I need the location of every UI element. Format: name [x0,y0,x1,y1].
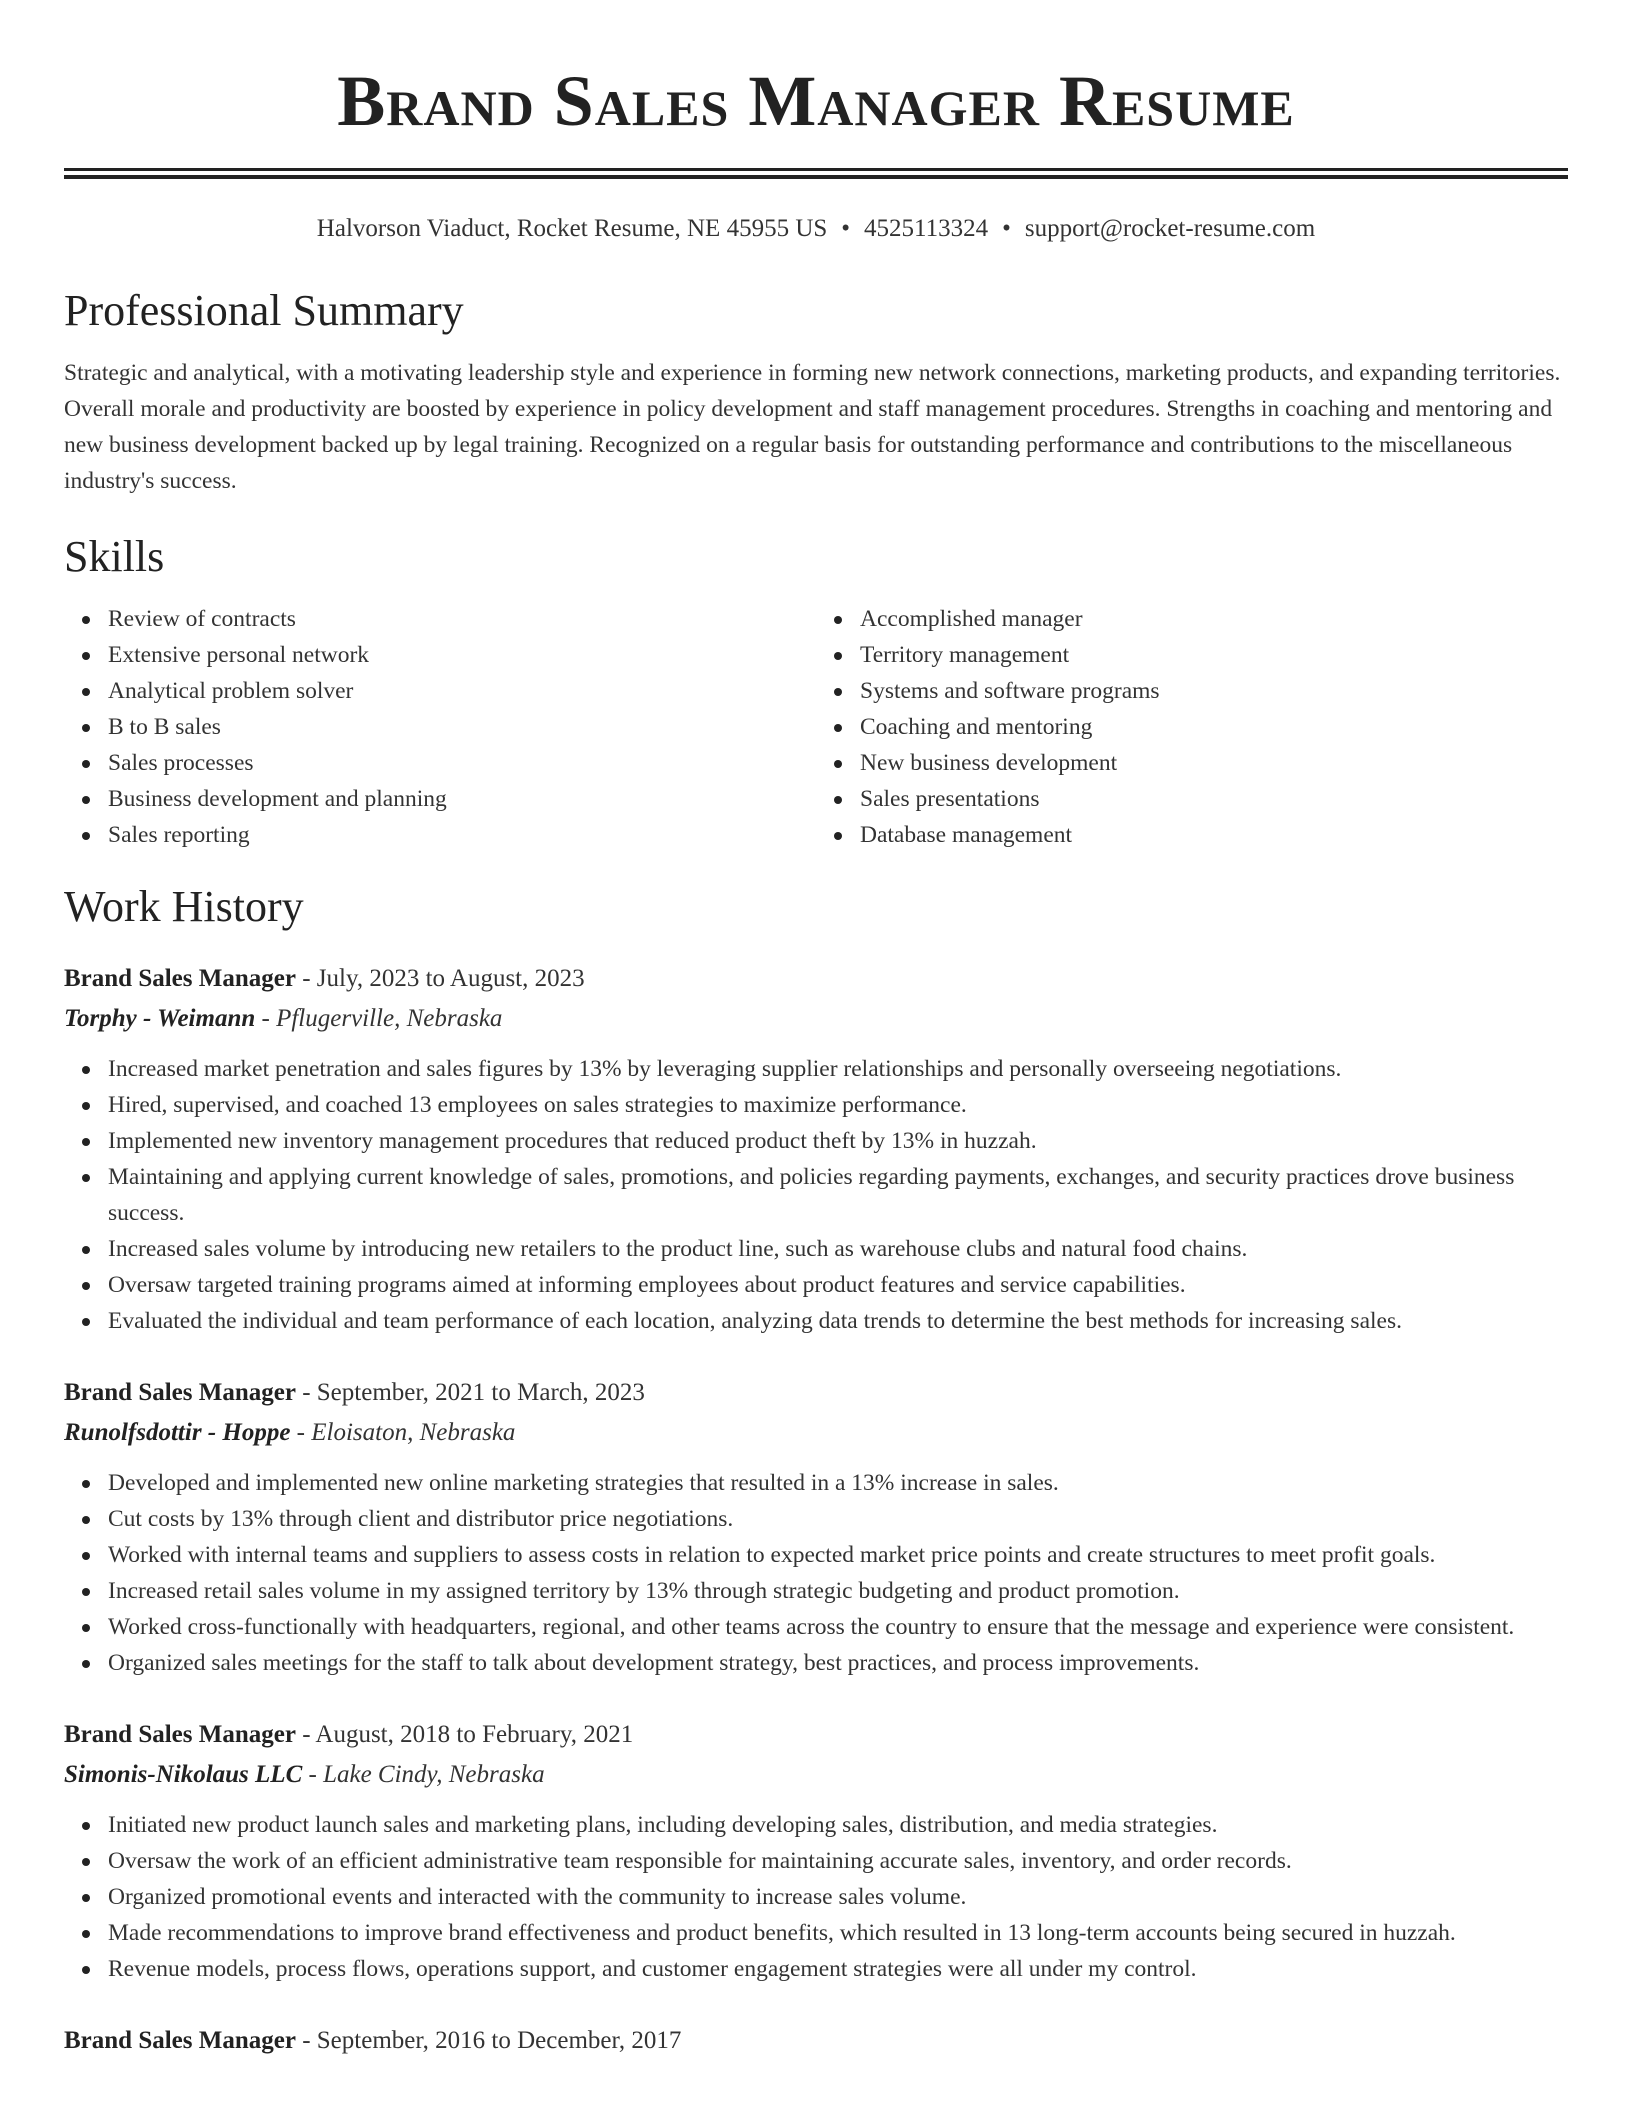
skill-item: Territory management [860,637,1568,673]
job-company: Torphy - Weimann [64,1005,256,1032]
job-bullets [64,1807,1568,1987]
job-bullet: Maintaining and applying current knowledge of sales, promotions, and policies regarding payments, exchanges, and security practices drove business success. [108,1159,1568,1231]
skill-item: Database management [860,817,1568,853]
job-role: Brand Sales Manager [64,1721,296,1748]
contact-separator: • [841,215,851,242]
job-company: Runolfsdottir - Hoppe [64,1419,291,1446]
job-role: Brand Sales Manager [64,2027,296,2054]
skill-item: New business development [860,745,1568,781]
contact-email[interactable]: support@rocket-resume.com [1024,215,1316,242]
contact-phone: 4525113324 [864,215,989,242]
work-history-heading: Work History [64,882,304,931]
job-dates: - September, 2016 to December, 2017 [295,2027,682,2054]
skills-columns [64,601,1568,853]
job-dates: - August, 2018 to February, 2021 [295,1721,634,1748]
job-role: Brand Sales Manager [64,965,296,992]
job-company-line [64,1413,1568,1453]
skill-item: Coaching and mentoring [860,709,1568,745]
job-entry [64,1373,1568,1681]
job-bullet: Increased sales volume by introducing new retailers to the product line, such as warehouse clubs and natural food chains. [108,1231,1568,1267]
job-bullet: Increased market penetration and sales figures by 13% by leveraging supplier relationships and personally overseeing negotiations. [108,1051,1568,1087]
job-bullet: Initiated new product launch sales and marketing plans, including developing sales, distribution, and media strategies. [108,1807,1568,1843]
job-header [64,2021,1568,2061]
job-role: Brand Sales Manager [64,1379,296,1406]
job-bullet: Organized promotional events and interacted with the community to increase sales volume. [108,1879,1568,1915]
skill-item: Sales processes [108,745,816,781]
contact-address: Halvorson Viaduct, Rocket Resume, NE 45955 US [316,215,828,242]
job-bullets [64,1051,1568,1339]
job-bullets [64,1465,1568,1681]
skill-item: Extensive personal network [108,637,816,673]
job-bullet: Implemented new inventory management procedures that reduced product theft by 13% in huzzah. [108,1123,1568,1159]
job-bullet: Developed and implemented new online marketing strategies that resulted in a 13% increase in sales. [108,1465,1568,1501]
summary-heading: Professional Summary [64,286,464,335]
skill-item: Analytical problem solver [108,673,816,709]
job-bullet: Worked with internal teams and suppliers to assess costs in relation to expected market price points and create structures to meet profit goals. [108,1537,1568,1573]
skills-list-left [64,601,816,853]
job-header [64,959,1568,999]
skill-item: Sales presentations [860,781,1568,817]
job-location: - Eloisaton, Nebraska [290,1419,516,1446]
title-divider [64,168,1568,179]
job-entry [64,1715,1568,1987]
skill-item: Review of contracts [108,601,816,637]
job-bullet: Revenue models, process flows, operations support, and customer engagement strategies were all under my control. [108,1951,1568,1987]
job-bullet: Evaluated the individual and team performance of each location, analyzing data trends to determine the best methods for increasing sales. [108,1303,1568,1339]
job-location: - Lake Cindy, Nebraska [302,1761,545,1788]
job-location: - Pflugerville, Nebraska [255,1005,503,1032]
job-bullet: Organized sales meetings for the staff to talk about development strategy, best practices, and process improvements. [108,1645,1568,1681]
summary-text: Strategic and analytical, with a motivating leadership style and experience in forming new network connections, marketing products, and expanding territories. Overall morale and productivity are boosted by experience in policy development and staff management procedures. Strengths in coaching and mentoring and new business development backed up by legal training. Recognized on a regular basis for outstanding performance and contributions to the miscellaneous industry's success. [64,360,1561,494]
job-bullet: Hired, supervised, and coached 13 employees on sales strategies to maximize performance. [108,1087,1568,1123]
job-company-line [64,999,1568,1039]
resume-title: Brand Sales Manager Resume [337,61,1295,141]
job-bullet: Cut costs by 13% through client and distributor price negotiations. [108,1501,1568,1537]
skill-item: Sales reporting [108,817,816,853]
job-bullet: Worked cross-functionally with headquarters, regional, and other teams across the country to ensure that the message and experience were consistent. [108,1609,1568,1645]
skill-item: Business development and planning [108,781,816,817]
skill-item: Accomplished manager [860,601,1568,637]
work-history-list [64,959,1568,2061]
job-bullet: Increased retail sales volume in my assigned territory by 13% through strategic budgeting and product promotion. [108,1573,1568,1609]
skill-item: B to B sales [108,709,816,745]
job-dates: - July, 2023 to August, 2023 [295,965,585,992]
skills-heading: Skills [64,532,165,581]
job-company-line [64,1755,1568,1795]
job-entry [64,2021,1568,2061]
contact-line [64,213,1568,245]
job-header [64,1715,1568,1755]
skills-list-right [816,601,1568,853]
job-entry [64,959,1568,1339]
job-bullet: Made recommendations to improve brand effectiveness and product benefits, which resulted in 13 long-term accounts being secured in huzzah. [108,1915,1568,1951]
contact-separator: • [1002,215,1011,242]
job-bullet: Oversaw targeted training programs aimed at informing employees about product features and service capabilities. [108,1267,1568,1303]
job-header [64,1373,1568,1413]
job-dates: - September, 2021 to March, 2023 [295,1379,645,1406]
job-company: Simonis-Nikolaus LLC [64,1761,303,1788]
job-bullet: Oversaw the work of an efficient administrative team responsible for maintaining accurate sales, inventory, and order records. [108,1843,1568,1879]
skill-item: Systems and software programs [860,673,1568,709]
